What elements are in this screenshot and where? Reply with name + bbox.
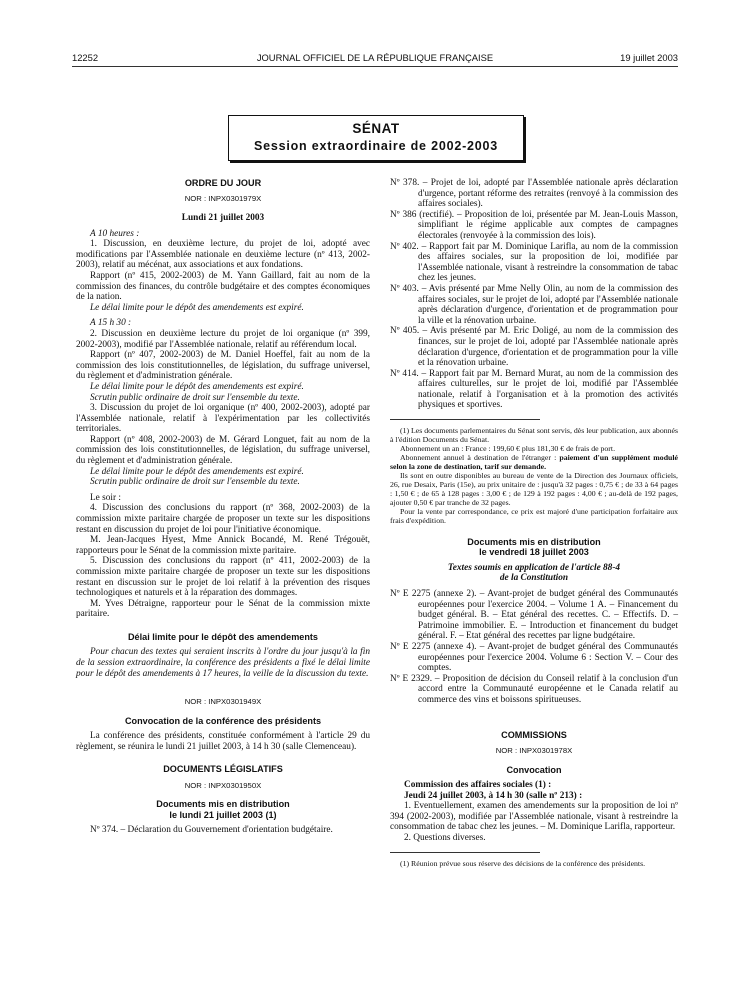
footnote-1: (1) Les documents parlementaires du Sénat sont servis, dès leur publication, aux abonnés à l'édition Documents du Sénat. — [390, 426, 679, 445]
agenda-item-3-scrutin: Scrutin public ordinaire de droit sur l'ensemble du texte. — [90, 477, 300, 488]
agenda-item-4-rapporteurs: M. Jean-Jacques Hyest, Mme Annick Bocandé, M. René Trégouët, rapporteurs pour le Sénat de la commission mixte paritaire. — [76, 535, 370, 556]
agenda-item-5-rapporteur: M. Yves Détraigne, rapporteur pour le Sénat de la commission mixte paritaire. — [76, 598, 370, 620]
footnote-separator — [390, 419, 540, 420]
page-header — [72, 52, 678, 66]
banner-subtitle: Session extraordinaire de 2002-2003 — [253, 139, 499, 153]
ordre-nor: NOR : INPX0301979X — [184, 194, 262, 204]
commission-item-1: 1. Eventuellement, examen des amendements sur la proposition de loi nº 394 (2002-2003), modifiée par l'Assemblée nationale, visant à restreindre la consommation de tabac chez les jeunes. – M. Dominique Larifla, rapporteur. — [390, 801, 678, 833]
ordre-date: Lundi 21 juillet 2003 — [181, 213, 265, 223]
agenda-item-3-delai: Le délai limite pour le dépôt des amendements est expiré. — [90, 466, 304, 477]
distribution-title-1: Documents mis en distribution — [467, 537, 601, 548]
documents-subtitle-2: le lundi 21 juillet 2003 (1) — [169, 809, 277, 820]
conference-text: La conférence des présidents, constituée conformément à l'article 29 du règlement, se réunira le lundi 21 juillet 2003, à 14 h 30 (salle Clemenceau). — [76, 731, 370, 752]
banner-title: SÉNAT — [352, 121, 400, 136]
doc-405: Nº 405. – Avis présenté par M. Eric Doligé, au nom de la commission des finances, sur le projet de loi, adopté par l'Assemblée nationale après déclaration d'urgence, d'orientation et de programmation pour la ville et la rénovation urbaine. — [390, 326, 678, 369]
doc-374: Nº 374. – Déclaration du Gouvernement d'orientation budgétaire. — [90, 825, 333, 836]
conference-nor: NOR : INPX0301949X — [184, 697, 262, 707]
delai-text: Pour chacun des textes qui seraient inscrits à l'ordre du jour jusqu'à la fin de la session extraordinaire, la conférence des présidents a fixé le délai limite pour le dépôt des amendements à 17 heures, la veille de la discussion du texte. — [76, 647, 370, 679]
doc-e2275-annexe-4: Nº E 2275 (annexe 4). – Avant-projet de budget général des Communautés européennes pour l'exercice 2004. Volume 6 : Section V. – Cour des comptes. — [390, 642, 678, 674]
page-number: 12252 — [72, 52, 99, 63]
time-soir: Le soir : — [90, 492, 121, 503]
footnote-commission — [390, 859, 678, 868]
agenda-item-3: 3. Discussion du projet de loi organique (nº 400, 2002-2003), adopté par l'Assemblée nationale, relatif à l'expérimentation par les collectivités territoriales. — [76, 403, 370, 435]
distribution-subtitle-1: Textes soumis en application de l'article 88-4 — [447, 562, 621, 573]
right-column — [390, 178, 678, 868]
footnote-2-etranger-tarif: paiement d'un supplément modulé selon la zone de destination, tarif sur demande. — [390, 453, 678, 472]
distribution-subtitle-2: de la Constitution — [499, 573, 569, 584]
left-column — [76, 178, 370, 836]
agenda-item-1: 1. Discussion, en deuxième lecture, du projet de loi, adopté avec modifications par l'Assemblée nationale en deuxième lecture (nº 413, 2002-2003), relatif au mécénat, aux associations et aux fondations. — [76, 239, 370, 271]
agenda-item-2: 2. Discussion en deuxième lecture du projet de loi organique (nº 399, 2002-2003), modifié par l'Assemblée nationale, relatif au référendum local. — [76, 328, 370, 350]
footnote-2-etranger-label: Abonnement annuel à destination de l'étranger : — [400, 453, 560, 463]
footnote-2-abonnement: Abonnement un an : France : 199,60 € plus 181,30 € de frais de port. — [400, 444, 616, 454]
agenda-item-3-rapport: Rapport (nº 408, 2002-2003) de M. Gérard Longuet, fait au nom de la commission des lois constitutionnelles, de législation, du suffrage universel, du règlement et d'administration générale. — [76, 434, 370, 467]
doc-386: Nº 386 (rectifié). – Proposition de loi, présentée par M. Jean-Louis Masson, simplifiant le régime applicable aux comptes de campagnes électorales (renvoyée à la commission des lois). — [390, 209, 678, 241]
commission-date: Jeudi 24 juillet 2003, à 14 h 30 (salle nº 213) : — [404, 790, 583, 801]
convocation-title: Convocation — [506, 764, 562, 775]
senat-banner — [228, 115, 524, 161]
doc-378: Nº 378. – Projet de loi, adopté par l'Assemblée nationale après déclaration d'urgence, portant réforme des retraites (renvoyé à la commission des affaires sociales). — [390, 178, 678, 210]
doc-414: Nº 414. – Rapport fait par M. Bernard Murat, au nom de la commission des affaires culturelles, sur le projet de loi, modifié par l'Assemblée nationale, relatif à l'organisation et à la promotion des activités physiques et sportives. — [390, 368, 678, 411]
agenda-item-1-rapport: Rapport (nº 415, 2002-2003) de M. Yann Gaillard, fait au nom de la commission des finances, du contrôle budgétaire et des comptes économiques de la nation. — [76, 270, 370, 303]
agenda-item-4: 4. Discussion des conclusions du rapport (nº 368, 2002-2003) de la commission mixte paritaire chargée de proposer un texte sur les dispositions restant en discussion du projet de loi pour l'initiative économique. — [76, 503, 370, 535]
commissions-title: COMMISSIONS — [501, 729, 567, 740]
issue-date: 19 juillet 2003 — [620, 52, 678, 63]
commissions-nor: NOR : INPX0301978X — [495, 746, 573, 755]
doc-e2329: Nº E 2329. – Proposition de décision du Conseil relatif à la conclusion d'un accord entre la Communauté européenne et le Canada relatif au commerce des vins et boissons spiritueuses. — [390, 673, 678, 705]
footnote-4: Pour la vente par correspondance, ce prix est majoré d'une participation forfaitaire aux frais d'expédition. — [390, 507, 678, 526]
time-15h30: A 15 h 30 : — [90, 318, 132, 329]
time-10h: A 10 heures : — [90, 228, 140, 239]
doc-403: Nº 403. – Avis présenté par Mme Nelly Olin, au nom de la commission des affaires sociales, sur le projet de loi, adopté par l'Assemblée nationale après déclaration d'urgence, d'orientation et de programmation pour la ville et la rénovation urbaine. — [390, 283, 678, 326]
footnote-3: Ils sont en outre disponibles au bureau de vente de la Direction des Journaux officiels, 26, rue Desaix, Paris (15e), au prix unitaire de : jusqu'à 32 pages : 0,75 € ; de 33 à 64 pages : 1,50 € ; de 65 à 128 pages : 3,00 € ; de 129 à 192 pages : 4,00 € ; au-delà de 192 pages, ajouter 0,50 € par tranche de 32 pages. — [390, 471, 678, 508]
doc-402: Nº 402. – Rapport fait par M. Dominique Larifla, au nom de la commission des affaires sociales, sur la proposition de loi, modifiée par l'Assemblée nationale, visant à restreindre la consommation de tabac chez les jeunes. — [390, 241, 678, 284]
footnote-separator-2 — [390, 852, 540, 853]
delai-title: Délai limite pour le dépôt des amendements — [127, 631, 318, 642]
commission-affaires-sociales: Commission des affaires sociales (1) : — [404, 780, 552, 790]
distribution-title-2: le vendredi 18 juillet 2003 — [479, 547, 589, 558]
journal-title: JOURNAL OFFICIEL DE LA RÉPUBLIQUE FRANÇAISE — [256, 52, 494, 63]
documents-nor: NOR : INPX0301950X — [184, 780, 262, 790]
documents-subtitle-1: Documents mis en distribution — [156, 799, 290, 810]
header-rule — [72, 66, 678, 67]
footnote-documents — [390, 426, 678, 525]
agenda-item-1-delai: Le délai limite pour le dépôt des amendements est expiré. — [90, 302, 304, 313]
documents-title: DOCUMENTS LÉGISLATIFS — [163, 764, 283, 775]
agenda-item-2-delai: Le délai limite pour le dépôt des amendements est expiré. — [90, 381, 304, 392]
agenda-item-2-scrutin: Scrutin public ordinaire de droit sur l'ensemble du texte. — [90, 392, 300, 403]
footnote-commission-text: (1) Réunion prévue sous réserve des décisions de la conférence des présidents. — [400, 858, 646, 868]
footnote-2-etranger — [390, 453, 678, 471]
ordre-du-jour-title: ORDRE DU JOUR — [184, 178, 262, 188]
conference-title: Convocation de la conférence des présidents — [124, 715, 322, 726]
agenda-item-2-rapport: Rapport (nº 407, 2002-2003) de M. Daniel Hoeffel, fait au nom de la commission des lois constitutionnelles, de législation, du suffrage universel, du règlement et d'administration générale. — [76, 350, 370, 382]
doc-e2275-annexe-2: Nº E 2275 (annexe 2). – Avant-projet de budget général des Communautés européennes pour l'exercice 2004. – Volume 1 A. – Financement du budget général. B. – Etat général des recettes. C. – Effectifs. D. – Patrimoine immobilier. E. – Introduction et financement du budget général. F. – Etat général des recettes par ligne budgétaire. — [390, 589, 678, 642]
commission-item-2: 2. Questions diverses. — [404, 832, 486, 843]
agenda-item-5: 5. Discussion des conclusions du rapport (nº 411, 2002-2003) de la commission mixte paritaire chargée de proposer un texte sur les dispositions restant en discussion sur le projet de loi relatif à la prévention des risques technologiques et naturels et à la réparation des dommages. — [76, 556, 370, 599]
